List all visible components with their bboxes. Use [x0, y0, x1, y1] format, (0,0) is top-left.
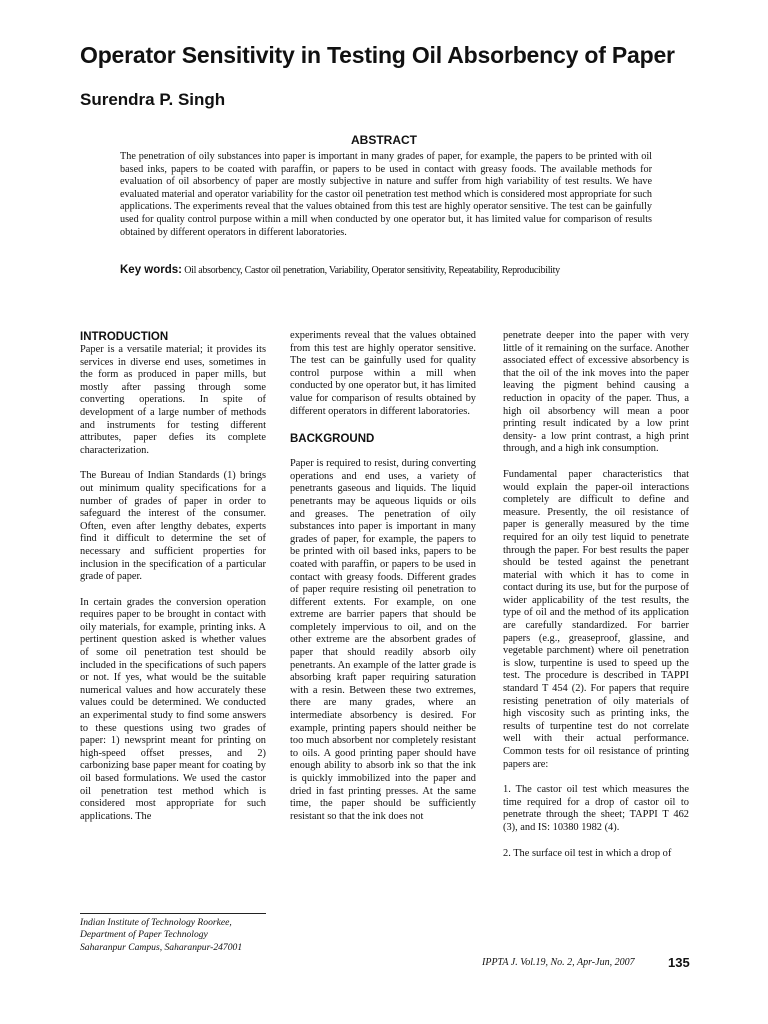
- affiliation-line: Saharanpur Campus, Saharanpur-247001: [80, 941, 243, 953]
- paragraph: Fundamental paper characteristics that would explain the paper-oil interactions completely are difficult to define and measure. Presently, the oil resistance of paper is generally measured by the time required for an oily test liquid to penetrate through the paper. For best results the paper should be tested against the penetrant material with which it has to come in contact during its use, but for the purpose of wider applicability of the test results, the type of oil and the method of its application are carefully standardized. For barrier papers (e.g., greaseproof, glassine, and vegetable parchment) where oil penetration is slow, turpentine is used to speed up the test. The procedure is described in TAPPI standard T 454 (2). For papers that require resisting penetration of oily materials of high viscosity such as printing inks, the results of turpentine test do not correlate well with their actual performance. Common tests for oil resistance of printing papers are:: [503, 468, 689, 770]
- introduction-heading: INTRODUCTION: [80, 331, 169, 343]
- author-name: Surendra P. Singh: [80, 90, 226, 109]
- background-heading: BACKGROUND: [290, 433, 375, 446]
- paper-title: Operator Sensitivity in Testing Oil Absorbency of Paper: [80, 42, 675, 68]
- paragraph: 2. The surface oil test in which a drop of: [503, 847, 672, 859]
- column-right: [503, 330, 689, 873]
- affiliation-line: Department of Paper Technology: [80, 929, 208, 941]
- column-middle: [290, 330, 476, 836]
- keywords-text: Oil absorbency, Castor oil penetration, Variability, Operator sensitivity, Repeatability, Reproducibility: [184, 265, 560, 276]
- keywords-label: Key words:: [120, 264, 182, 276]
- keywords: [120, 264, 680, 276]
- paragraph: experiments reveal that the values obtained from this test are highly operator sensitive. The test can be gainfully used for quality control purpose within a mill when conducted by one operator but, it has limited value for comparison of results obtained by different operators in different laboratories.: [290, 330, 476, 417]
- page-number: 135: [668, 955, 690, 970]
- paragraph: Paper is a versatile material; it provides its services in diverse end uses, sometimes in the form as produced in paper mills, but mostly after passing through some converting operations. In spite of development of a large number of methods and instruments for testing different attributes, paper defies its complete characterization.: [80, 344, 266, 456]
- paragraph: In certain grades the conversion operation requires paper to be brought in contact with oily materials, for example, printing inks. A pertinent question asked is whether values of some oil penetration test should be included in the specifications of such papers or not. If yes, what would be the suitable numerical values and how accurately these values could be determined. We conducted an experimental study to find some answers to these questions using two grades of paper: 1) newsprint meant for printing on high-speed offset presses, and 2) carbonizing base paper meant for coating by oil based formulations. We used the castor oil penetration test method which is considered most appropriate for such applications. The: [80, 596, 266, 822]
- affiliation: [80, 917, 270, 954]
- paragraph: 1. The castor oil test which measures the time required for a drop of castor oil to penetrate through the sheet; TAPPI T 462 (3), and IS: 10380 1982 (4).: [503, 784, 689, 833]
- abstract-heading: ABSTRACT: [351, 133, 417, 147]
- paragraph: penetrate deeper into the paper with very little of it remaining on the surface. Another associated effect of excessive absorbency is that the oil of the ink moves into the paper leaving the pigment behind causing a reduction in opacity of the paper. Thus, a high oil absorbency will mean a poor printing result indicated by a low print density- a low print contrast, a high print through, and a high ink consumption.: [503, 330, 689, 455]
- affiliation-divider: [80, 913, 266, 914]
- paragraph: Paper is required to resist, during converting operations and end uses, a variety of penetrants gaseous and liquids. The liquid penetrants may be aqueous liquids or oils and greases. The penetration of oily substances into paper is important in many grades of paper, for example, the papers to be printed with oil based inks, papers to be coated with paraffin, or papers to be used in contact with greasy foods. Different grades of paper require resisting oil penetration to different extents. For example, on one extreme are barrier papers that should be completely impervious to oil, and on the other extreme are the absorbent grades of paper that should readily absorb oily penetrants. An example of the latter grade is absorbing kraft paper requiring saturation with a resin. Between these two extremes, there are many grades, where an intermediate absorbency is desired. For example, printing papers should neither be too much absorbent nor completely resistant to oils. A good printing paper should have enough ability to absorb ink so that the ink is quickly immobilized into the paper and dried in fast printing presses. At the same time, the paper should be sufficiently resistant so that the ink does not: [290, 458, 476, 822]
- abstract-text: The penetration of oily substances into paper is important in many grades of paper, for example, the papers to be printed with oil based inks, papers to be coated with paraffin, or papers to be used in contact with greasy foods. The available methods for evaluation of oil absorbency of paper are mostly subjective in nature and suffer from high variability of test results. We have evaluated material and operator variability for the castor oil penetration test method which is considered most appropriate for such applications. The experiments reveal that the values obtained from this test are highly operator sensitive. The test can be gainfully used for quality control purpose within a mill when conducted by one operator but, it has limited value for comparison of results obtained by different operators in different laboratories.: [120, 151, 652, 238]
- journal-footer: IPPTA J. Vol.19, No. 2, Apr-Jun, 2007: [482, 957, 635, 968]
- column-left: [80, 330, 266, 836]
- paragraph: The Bureau of Indian Standards (1) brings out minimum quality specifications for a number of grades of paper in order to safeguard the interest of the consumer. Often, even after lengthy debates, experts find it difficult to determine the set of necessary and sufficient properties for inclusion in the specification of a particular grade of paper.: [80, 470, 266, 583]
- affiliation-line: Indian Institute of Technology Roorkee,: [80, 917, 232, 928]
